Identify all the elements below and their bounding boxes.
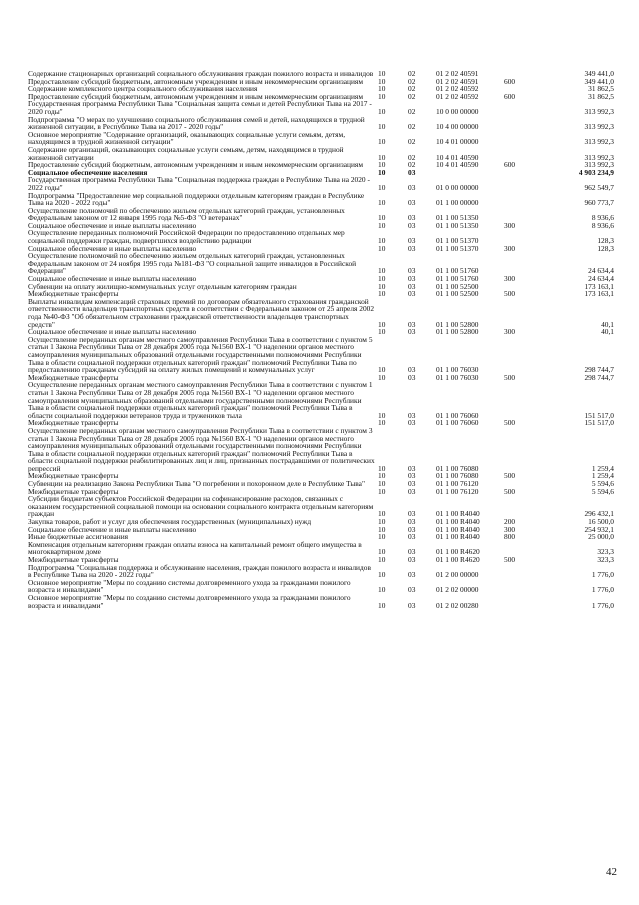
table-row xyxy=(28,131,628,146)
row-name: Осуществление полномочий по обеспечению жильем отдельных категорий граждан, установленных Федеральным законом от 12 января 1995 года №5-ФЗ "О ветеранах" xyxy=(28,205,345,223)
table-row xyxy=(28,100,628,115)
row-section: 10 xyxy=(378,547,386,557)
table-row xyxy=(28,283,628,291)
row-name: Выплаты инвалидам компенсаций страховых премий по договорам обязательного страхования гражданской ответственности владельцев транспортных средств в соответствии с Федеральным законом от 25 апреля 2002 года №40-ФЗ "Об обязательном страховании гражданской ответственности владельцев транспортных средств" xyxy=(28,296,375,329)
row-name: Социальное обеспечение и иные выплаты населению xyxy=(28,274,197,284)
row-target-code: 01 1 00 76120 xyxy=(436,486,479,496)
row-subsection: 03 xyxy=(408,585,416,595)
row-section: 10 xyxy=(378,410,386,420)
row-section: 10 xyxy=(378,327,386,337)
row-target-code: 01 1 00 51370 xyxy=(436,236,479,246)
row-name: Основное мероприятие "Меры по созданию системы долговременного ухода за гражданами пожилого возраста и инвалидами" xyxy=(28,592,351,610)
row-name: Предоставление субсидий бюджетным, автономным учреждениям и иным некоммерческим организациям xyxy=(28,76,364,86)
row-target-code: 01 1 00 R4620 xyxy=(436,547,480,557)
row-subsection: 03 xyxy=(408,236,416,246)
row-subsection: 03 xyxy=(408,266,416,276)
row-section: 10 xyxy=(378,372,386,382)
row-expense-type: 600 xyxy=(504,76,516,86)
row-target-code: 10 4 01 40590 xyxy=(436,152,479,162)
table-row xyxy=(28,541,628,556)
row-amount: 128,3 xyxy=(597,236,614,246)
row-name: Межбюджетные трансферты xyxy=(28,289,119,299)
row-amount: 151 517,0 xyxy=(584,410,614,420)
row-expense-type: 800 xyxy=(504,532,516,542)
row-subsection: 03 xyxy=(408,327,416,337)
row-subsection: 03 xyxy=(408,509,416,519)
row-subsection: 03 xyxy=(408,372,416,382)
row-section: 10 xyxy=(378,532,386,542)
row-subsection: 02 xyxy=(408,91,416,101)
row-subsection: 03 xyxy=(408,167,416,177)
row-section: 10 xyxy=(378,167,386,177)
row-target-code: 10 4 01 40590 xyxy=(436,160,479,170)
row-subsection: 03 xyxy=(408,600,416,610)
row-target-code: 01 1 00 51350 xyxy=(436,213,479,223)
table-row xyxy=(28,176,628,191)
row-target-code: 01 1 00 52500 xyxy=(436,289,479,299)
row-expense-type: 600 xyxy=(504,160,516,170)
row-target-code: 10 0 00 00000 xyxy=(436,106,479,116)
row-name: Компенсация отдельным категориям граждан оплаты взноса на капитальный ремонт общего имущества в многоквартирном доме xyxy=(28,539,362,557)
row-amount: 254 932,1 xyxy=(584,524,614,534)
row-subsection: 03 xyxy=(408,418,416,428)
row-subsection: 03 xyxy=(408,213,416,223)
row-amount: 1 776,0 xyxy=(591,600,614,610)
row-name: Субсидии бюджетам субъектов Российской Федерации на софинансирование расходов, связанных с оказанием государственной социальной помощи на основании социального контракта отдельным категориям граждан xyxy=(28,494,374,519)
table-row xyxy=(28,594,628,609)
table-row xyxy=(28,252,628,275)
row-name: Государственная программа Республики Тыва "Социальная защита семьи и детей Республики Тыва на 2017 - 2020 годы" xyxy=(28,99,372,116)
row-name: Субвенции на оплату жилищно-коммунальных услуг отдельным категориям граждан xyxy=(28,281,297,291)
row-section: 10 xyxy=(378,274,386,284)
row-target-code: 01 0 00 00000 xyxy=(436,182,479,192)
row-expense-type: 500 xyxy=(504,418,516,428)
row-name: Социальное обеспечение населения xyxy=(28,167,148,177)
row-amount: 4 903 234,9 xyxy=(578,167,614,177)
row-expense-type: 500 xyxy=(504,486,516,496)
row-expense-type: 500 xyxy=(504,471,516,481)
row-amount: 1 776,0 xyxy=(591,570,614,580)
row-expense-type: 500 xyxy=(504,555,516,564)
row-section: 10 xyxy=(378,509,386,519)
row-name: Содержание организаций, оказывающих социальные услуги семьям, детям, находящимся в трудной жизненной ситуации xyxy=(28,144,344,162)
row-target-code: 01 2 02 40592 xyxy=(436,91,479,101)
row-section: 10 xyxy=(378,585,386,595)
row-target-code: 01 2 02 40591 xyxy=(436,69,479,78)
row-section: 10 xyxy=(378,555,386,564)
row-expense-type: 500 xyxy=(504,289,516,299)
row-section: 10 xyxy=(378,106,386,116)
row-target-code: 01 1 00 51370 xyxy=(436,243,479,253)
row-amount: 25 000,0 xyxy=(588,532,614,542)
row-subsection: 03 xyxy=(408,410,416,420)
row-amount: 128,3 xyxy=(597,243,614,253)
row-section: 10 xyxy=(378,160,386,170)
table-row xyxy=(28,116,628,131)
row-subsection: 02 xyxy=(408,122,416,132)
row-name: Содержание стационарных организаций социального обслуживания граждан пожилого возраста и инвалидов xyxy=(28,69,374,78)
row-subsection: 02 xyxy=(408,69,416,78)
row-expense-type: 300 xyxy=(504,524,516,534)
row-name: Предоставление субсидий бюджетным, автономным учреждениям и иным некоммерческим организациям xyxy=(28,160,364,170)
row-subsection: 03 xyxy=(408,486,416,496)
row-amount: 349 441,0 xyxy=(584,69,614,78)
row-name: Осуществление полномочий по обеспечению жильем отдельных категорий граждан, установленных Федеральным законом от 24 ноября 1995 года №181-ФЗ "О социальной защите инвалидов в Российской Федерации" xyxy=(28,251,357,276)
row-section: 10 xyxy=(378,524,386,534)
row-amount: 323,3 xyxy=(597,555,614,564)
row-subsection: 02 xyxy=(408,152,416,162)
row-amount: 298 744,7 xyxy=(584,372,614,382)
row-subsection: 03 xyxy=(408,570,416,580)
table-row xyxy=(28,381,628,419)
row-subsection: 03 xyxy=(408,198,416,208)
row-subsection: 02 xyxy=(408,84,416,94)
row-amount: 313 992,3 xyxy=(584,122,614,132)
row-section: 10 xyxy=(378,570,386,580)
row-amount: 151 517,0 xyxy=(584,418,614,428)
row-target-code: 01 1 00 52500 xyxy=(436,281,479,291)
table-row xyxy=(28,207,628,222)
row-target-code: 01 2 00 00000 xyxy=(436,570,479,580)
row-name: Основное мероприятие "Содержание организаций, оказывающих социальные услуги семьям, детям, находящимся в трудной жизненной ситуации" xyxy=(28,129,346,147)
row-subsection: 03 xyxy=(408,517,416,527)
row-subsection: 03 xyxy=(408,532,416,542)
row-target-code: 01 1 00 51350 xyxy=(436,220,479,230)
row-section: 10 xyxy=(378,220,386,230)
table-row xyxy=(28,192,628,207)
row-subsection: 02 xyxy=(408,76,416,86)
row-amount: 40,1 xyxy=(601,327,614,337)
row-name: Подпрограмма "Предоставление мер социальной поддержки отдельным категориям граждан в Республике Тыва на 2020 - 2022 годы" xyxy=(28,190,365,208)
table-row xyxy=(28,146,628,161)
row-expense-type: 300 xyxy=(504,220,516,230)
row-name: Межбюджетные трансферты xyxy=(28,418,119,428)
row-subsection: 03 xyxy=(408,220,416,230)
row-section: 10 xyxy=(378,471,386,481)
row-section: 10 xyxy=(378,213,386,223)
row-name: Межбюджетные трансферты xyxy=(28,486,119,496)
row-section: 10 xyxy=(378,122,386,132)
row-amount: 1 259,4 xyxy=(591,463,614,473)
row-section: 10 xyxy=(378,198,386,208)
table-row xyxy=(28,427,628,473)
row-target-code: 10 4 01 00000 xyxy=(436,137,479,147)
row-name: Осуществление переданных органам местного самоуправления Республики Тыва в соответствии с пунктом 1 статьи 1 Закона Республики Тыва от 28 декабря 2005 года №1560 ВХ-1 "О наделении органов местного самоуправления муниципальных образований отдельными государственными полномочиями Республики Тыва в области социальной поддержки отдельных категорий граждан" полномочий Республики Тыва в области социальной поддержки ветеранов труда и тружеников тыла xyxy=(28,380,373,420)
row-section: 10 xyxy=(378,236,386,246)
row-target-code: 01 1 00 76080 xyxy=(436,463,479,473)
row-section: 10 xyxy=(378,600,386,610)
row-name: Осуществление переданных полномочий Российской Федерации по предоставлению отдельных мер социальной поддержки граждан, подвергшихся воздействию радиации xyxy=(28,228,345,246)
row-expense-type: 200 xyxy=(504,517,516,527)
row-amount: 1 259,4 xyxy=(591,471,614,481)
row-name: Межбюджетные трансферты xyxy=(28,471,119,481)
row-amount: 962 549,7 xyxy=(584,182,614,192)
row-amount: 31 862,5 xyxy=(588,84,614,94)
row-name: Межбюджетные трансферты xyxy=(28,372,119,382)
row-amount: 5 594,6 xyxy=(591,486,614,496)
row-amount: 349 441,0 xyxy=(584,76,614,86)
row-section: 10 xyxy=(378,486,386,496)
row-section: 10 xyxy=(378,418,386,428)
row-subsection: 02 xyxy=(408,106,416,116)
row-amount: 173 163,1 xyxy=(584,289,614,299)
row-name: Социальное обеспечение и иные выплаты населению xyxy=(28,327,197,337)
row-expense-type: 600 xyxy=(504,91,516,101)
row-target-code: 01 1 00 76030 xyxy=(436,372,479,382)
row-amount: 298 744,7 xyxy=(584,365,614,375)
row-subsection: 03 xyxy=(408,319,416,329)
row-name: Социальное обеспечение и иные выплаты населению xyxy=(28,524,197,534)
row-subsection: 03 xyxy=(408,182,416,192)
row-subsection: 03 xyxy=(408,274,416,284)
row-target-code: 01 2 02 00000 xyxy=(436,585,479,595)
row-target-code: 01 1 00 76120 xyxy=(436,479,479,489)
table-row xyxy=(28,564,628,579)
row-target-code: 01 1 00 52800 xyxy=(436,327,479,337)
row-target-code: 01 2 02 40591 xyxy=(436,76,479,86)
row-subsection: 03 xyxy=(408,289,416,299)
row-section: 10 xyxy=(378,517,386,527)
row-target-code: 01 1 00 R4620 xyxy=(436,555,480,564)
row-amount: 31 862,5 xyxy=(588,91,614,101)
row-section: 10 xyxy=(378,289,386,299)
row-expense-type: 500 xyxy=(504,372,516,382)
row-section: 10 xyxy=(378,137,386,147)
row-amount: 323,3 xyxy=(597,547,614,557)
row-subsection: 02 xyxy=(408,160,416,170)
page-number: 42 xyxy=(606,866,617,878)
row-expense-type: 300 xyxy=(504,274,516,284)
table-row xyxy=(28,298,628,328)
row-section: 10 xyxy=(378,84,386,94)
row-section: 10 xyxy=(378,182,386,192)
row-target-code: 01 1 00 76080 xyxy=(436,471,479,481)
row-name: Подпрограмма "О мерах по улучшению социального обслуживания семей и детей, находящихся в трудной жизненной ситуации, в Республике Тыва на 2017 - 2020 годы" xyxy=(28,114,365,132)
row-target-code: 01 1 00 R4040 xyxy=(436,509,480,519)
row-section: 10 xyxy=(378,91,386,101)
row-subsection: 03 xyxy=(408,555,416,564)
row-name: Субвенции на реализацию Закона Республики Тыва "О погребении и похоронном деле в Республике Тыва" xyxy=(28,479,365,489)
row-amount: 313 992,3 xyxy=(584,160,614,170)
row-section: 10 xyxy=(378,76,386,86)
row-subsection: 03 xyxy=(408,547,416,557)
row-target-code: 01 1 00 51760 xyxy=(436,274,479,284)
row-amount: 313 992,3 xyxy=(584,106,614,116)
table-row xyxy=(28,579,628,594)
row-subsection: 03 xyxy=(408,524,416,534)
table-row xyxy=(28,336,628,374)
row-section: 10 xyxy=(378,319,386,329)
row-name: Социальное обеспечение и иные выплаты населению xyxy=(28,220,197,230)
row-target-code: 01 1 00 R4040 xyxy=(436,524,480,534)
row-amount: 40,1 xyxy=(601,319,614,329)
row-name: Иные бюджетные ассигнования xyxy=(28,532,129,542)
row-subsection: 02 xyxy=(408,137,416,147)
row-target-code: 01 1 00 76030 xyxy=(436,365,479,375)
row-amount: 173 163,1 xyxy=(584,281,614,291)
table-row xyxy=(28,480,628,488)
row-name: Подпрограмма "Социальная поддержка и обслуживание населения, граждан пожилого возраста и инвалидов в Республике Тыва на 2020 - 2022 годы" xyxy=(28,562,371,580)
row-section: 10 xyxy=(378,152,386,162)
row-subsection: 03 xyxy=(408,479,416,489)
row-subsection: 03 xyxy=(408,281,416,291)
budget-table xyxy=(28,70,628,609)
row-target-code: 01 2 02 00280 xyxy=(436,600,479,610)
row-section: 10 xyxy=(378,281,386,291)
row-name: Социальное обеспечение и иные выплаты населению xyxy=(28,243,197,253)
row-section: 10 xyxy=(378,243,386,253)
row-subsection: 03 xyxy=(408,463,416,473)
row-amount: 313 992,3 xyxy=(584,152,614,162)
row-target-code: 01 2 02 40592 xyxy=(436,84,479,94)
row-amount: 8 936,6 xyxy=(591,213,614,223)
row-target-code: 01 1 00 76060 xyxy=(436,418,479,428)
row-name: Содержание комплексного центра социального обслуживания населения xyxy=(28,84,258,94)
row-target-code: 01 1 00 R4040 xyxy=(436,517,480,527)
row-target-code: 01 1 00 00000 xyxy=(436,198,479,208)
row-amount: 296 432,1 xyxy=(584,509,614,519)
row-name: Государственная программа Республики Тыва "Социальная поддержка граждан в Республике Тыва на 2020 - 2022 годы" xyxy=(28,175,370,192)
row-target-code: 01 1 00 76060 xyxy=(436,410,479,420)
row-subsection: 03 xyxy=(408,365,416,375)
row-amount: 960 773,7 xyxy=(584,198,614,208)
row-section: 10 xyxy=(378,69,386,78)
row-amount: 24 634,4 xyxy=(588,274,614,284)
row-name: Осуществление переданных органам местного самоуправления Республики Тыва в соответствии с пунктом 5 статьи 1 Закона Республики Тыва от 28 декабря 2005 года №1560 ВХ-1 "О наделении органов местного самоуправления муниципальных образований отдельными государственными полномочиями Республики Тыва в области социальной поддержки отдельных категорий граждан" полномочий Республики Тыва по предоставлению гражданам субсидий на оплату жилых помещений и коммунальных услуг xyxy=(28,334,373,375)
table-row xyxy=(28,229,628,244)
row-amount: 1 776,0 xyxy=(591,585,614,595)
row-section: 10 xyxy=(378,479,386,489)
row-amount: 313 992,3 xyxy=(584,137,614,147)
row-name: Межбюджетные трансферты xyxy=(28,555,119,564)
row-subsection: 03 xyxy=(408,471,416,481)
row-expense-type: 300 xyxy=(504,243,516,253)
row-expense-type: 300 xyxy=(504,327,516,337)
row-target-code: 01 1 00 51760 xyxy=(436,266,479,276)
row-name: Осуществление переданных органам местного самоуправления Республики Тыва в соответствии с пунктом 3 статьи 1 Закона Республики Тыва от 28 декабря 2005 года №1560 ВХ-1 "О наделении органов местного самоуправления муниципальных образований отдельными государственными полномочиями Республики Тыва в области социальной поддержки отдельных категорий граждан" полномочий Республики Тыва в области социальной поддержки реабилитированных лиц и лиц, признанных пострадавшими от политических репрессий xyxy=(28,425,375,473)
row-amount: 5 594,6 xyxy=(591,479,614,489)
row-subsection: 03 xyxy=(408,243,416,253)
row-name: Предоставление субсидий бюджетным, автономным учреждениям и иным некоммерческим организациям xyxy=(28,91,364,101)
row-amount: 16 500,0 xyxy=(588,517,614,527)
row-target-code: 10 4 00 00000 xyxy=(436,122,479,132)
row-section: 10 xyxy=(378,463,386,473)
row-name: Закупка товаров, работ и услуг для обеспечения государственных (муниципальных) нужд xyxy=(28,517,312,527)
row-section: 10 xyxy=(378,266,386,276)
row-section: 10 xyxy=(378,365,386,375)
row-target-code: 01 1 00 52800 xyxy=(436,319,479,329)
row-target-code: 01 1 00 R4040 xyxy=(436,532,480,542)
row-amount: 8 936,6 xyxy=(591,220,614,230)
table-row xyxy=(28,495,628,518)
row-name: Основное мероприятие "Меры по созданию системы долговременного ухода за гражданами пожилого возраста и инвалидами" xyxy=(28,577,351,595)
row-amount: 24 634,4 xyxy=(588,266,614,276)
